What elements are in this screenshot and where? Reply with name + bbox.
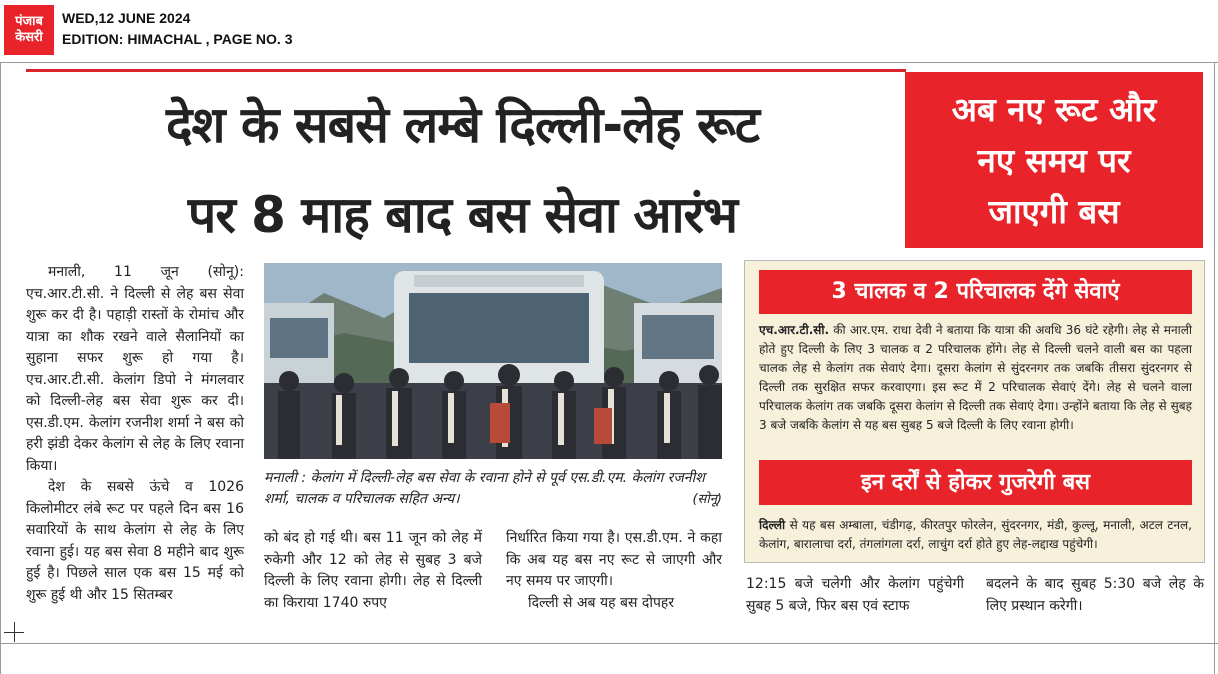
- caption-text: मनाली : केलांग में दिल्ली-लेह बस सेवा के रवाना होने से पूर्व एस.डी.एम. केलांग रजनीश शर्मा, चालक व परिचालक सहित अन्य।: [264, 470, 705, 507]
- logo-line1: पंजाब: [15, 14, 43, 29]
- side-highlight-box: [905, 72, 1203, 248]
- issue-date: WED,12 JUNE 2024: [62, 10, 191, 26]
- article-paragraph: देश के सबसे ऊंचे व 1026 किलोमीटर लंबे रूट पर पहले दिन बस 16 सवारियों के साथ केलांग से लेह के लिए रवाना हुई। यह बस सेवा 8 महीने बाद शुरू हुई है। पिछले साल एक बस 15 मई को शुरू हुई थी और 15 सितम्बर: [26, 479, 244, 603]
- headline: [20, 80, 905, 260]
- article-column-4: [746, 574, 964, 617]
- info-lead-1: एच.आर.टी.सी.: [759, 323, 830, 337]
- bus-group-photo: [264, 263, 722, 459]
- page-border-right: [1214, 62, 1215, 674]
- newspaper-logo: [4, 5, 54, 55]
- edition-info: [62, 8, 293, 50]
- info-body-2: से यह बस अम्बाला, चंडीगढ़, कीरतपुर फोरलेन, सुंदरनगर, मंडी, कुल्लू, मनाली, अटल टनल, केलांग, बारालाचा दर्रा, तंगलांगला दर्रा, लाचुंग दर्रा होते हुए लेह-लद्दाख पहुंचेगी।: [759, 518, 1192, 551]
- article-paragraph: मनाली, 11 जून (सोनू): एच.आर.टी.सी. ने दिल्ली से लेह बस सेवा शुरू कर दी है। पहाड़ी रास्तों के रोमांच और यात्रा का शौक रखने वाले सैलानियों का सुहाना सफर शुरू हो गया है। एच.आर.टी.सी. केलांग डिपो ने मंगलवार को दिल्ली-लेह बस सेवा शुरू कर दी। एस.डी.एम. केलांग रजनीश शर्मा ने बस को हरी झंडी देकर केलांग से लेह के लिए रवाना किया।: [26, 264, 244, 474]
- article-column-3: [506, 528, 722, 614]
- info-box: [744, 260, 1205, 563]
- headline-rule: [26, 69, 906, 72]
- info-lead-2: दिल्ली: [759, 518, 786, 532]
- page-border-left: [0, 62, 1, 674]
- edition-page: EDITION: HIMACHAL , PAGE NO. 3: [62, 31, 293, 47]
- info-text-1: [759, 321, 1192, 435]
- article-paragraph: दिल्ली से अब यह बस दोपहर: [528, 594, 675, 611]
- info-heading-2: इन दर्रों से होकर गुजरेगी बस: [759, 460, 1192, 505]
- info-heading-1: 3 चालक व 2 परिचालक देंगे सेवाएं: [759, 270, 1192, 314]
- article-column-2: [264, 528, 482, 614]
- side-box-line1: अब नए रूट और: [951, 90, 1157, 129]
- footer-divider: [0, 643, 1218, 644]
- header-divider: [0, 62, 1218, 63]
- article-column-1: [26, 262, 244, 606]
- info-body-1: की आर.एम. राधा देवी ने बताया कि यात्रा की अवधि 36 घंटे रहेगी। लेह से मनाली होते हुए दिल्ली के लिए 3 चालक व 2 परिचालक होंगे। लेह से दिल्ली चलने वाली बस का पहला चालक लेह से केलांग तक सेवाएं देगा। दूसरा केलांग से सुंदरनगर तक जबकि तीसरा सुंदरनगर से दिल्ली तक सुरक्षित सफर करवाएगा। इस रूट में 2 परिचालक सेवाएं देंगे। लेह से चलने वाला परिचालक केलांग तक जबकि दूसरा केलांग से दिल्ली तक सेवाएं देगा। उन्होंने बताया कि लेह से सुबह 3 बजे जबकि केलांग से यह बस सुबह 5 बजे दिल्ली के लिए रवाना होगी।: [759, 323, 1192, 432]
- article-column-5: [986, 574, 1204, 617]
- side-box-line2: नए समय पर: [977, 141, 1131, 180]
- article-paragraph: 12:15 बजे चलेगी और केलांग पहुंचेगी सुबह 5 बजे, फिर बस एवं स्टाफ: [746, 576, 964, 614]
- article-paragraph: निर्धारित किया गया है। एस.डी.एम. ने कहा कि अब यह बस नए रूट से जाएगी और नए समय पर जाएगी।: [506, 530, 722, 589]
- side-box-line3: जाएगी बस: [988, 192, 1120, 231]
- news-photo: [264, 263, 722, 459]
- info-text-2: [759, 516, 1192, 554]
- headline-line1: देश के सबसे लम्बे दिल्ली-लेह रूट: [166, 96, 759, 154]
- headline-line2: पर 8 माह बाद बस सेवा आरंभ: [187, 186, 738, 244]
- logo-line2: केसरी: [15, 30, 43, 45]
- article-paragraph: को बंद हो गई थी। बस 11 जून को लेह में रुकेगी और 12 को लेह से सुबह 3 बजे दिल्ली के लिए रवाना होगी। लेह से दिल्ली का किराया 1740 रुपए: [264, 530, 482, 611]
- article-paragraph: बदलने के बाद सुबह 5:30 बजे लेह के लिए प्रस्थान करेगी।: [986, 576, 1204, 614]
- crop-mark-icon: [14, 622, 15, 642]
- photo-credit: (सोनू): [692, 492, 722, 507]
- photo-caption: [264, 468, 722, 510]
